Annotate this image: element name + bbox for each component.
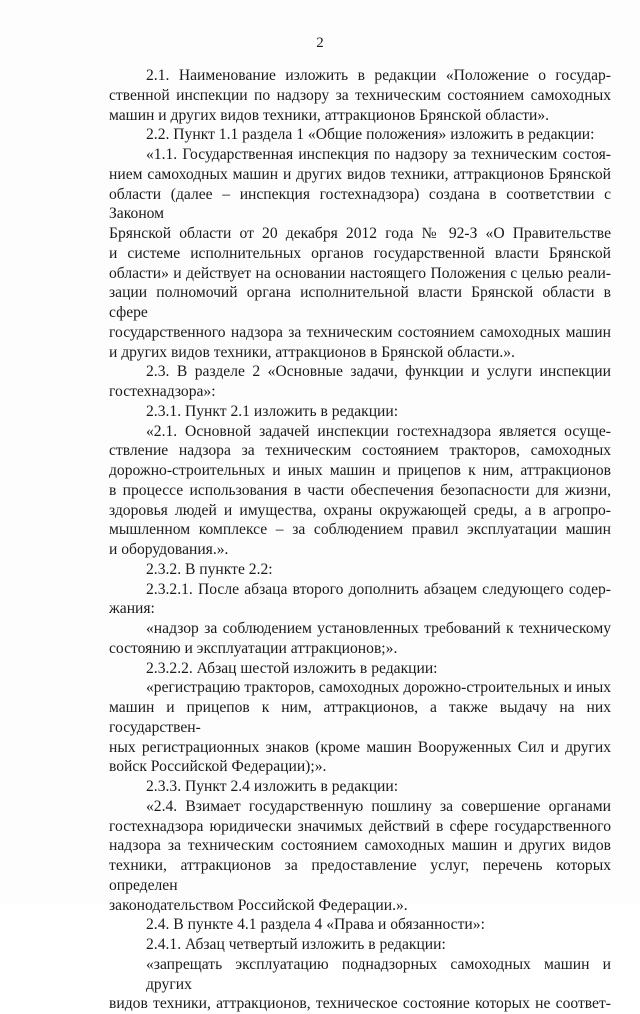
- text-line: государственного надзора за техническим состоянием самоходных машин: [109, 323, 611, 341]
- text-line: 2.3.2.1. После абзаца второго дополнить абзацем следующего содер-: [146, 580, 611, 598]
- text-line: 2.4. В пункте 4.1 раздела 4 «Права и обязанности»:: [146, 916, 485, 934]
- document-body: [109, 66, 611, 1014]
- text-line: 2.3.3. Пункт 2.4 изложить в редакции:: [146, 778, 399, 795]
- text-line: ствление надзора за техническим состоянием тракторов, самоходных: [109, 442, 611, 460]
- text-line: машин и других видов техники, аттракционов Брянской области».: [109, 106, 550, 124]
- text-line: машин и прицепов к ним, аттракционов, а также выдачу на них государствен-: [109, 699, 611, 736]
- text-line: «запрещать эксплуатацию поднадзорных самоходных машин и других: [146, 955, 611, 993]
- text-line: «надзор за соблюдением установленных требований к техническому: [146, 620, 611, 637]
- text-line: 2.3. В разделе 2 «Основные задачи, функции и услуги инспекции: [146, 363, 611, 381]
- text-line: 2.4.1. Абзац четвертый изложить в редакции:: [146, 936, 446, 953]
- text-line: здоровья людей и имущества, охраны окружающей среды, а в агропро-: [109, 501, 611, 519]
- text-line: области (далее – инспекция гостехнадзора) создана в соответствии с Законом: [109, 185, 611, 223]
- page-number: 2: [316, 35, 324, 51]
- text-line: 2.3.1. Пункт 2.1 изложить в редакции:: [146, 402, 399, 420]
- text-line: и оборудования.».: [109, 541, 229, 558]
- text-line: надзора за техническим состоянием самоходных машин и других видов: [109, 837, 611, 855]
- text-line: в процессе использования в части обеспечения безопасности для жизни,: [109, 481, 611, 499]
- text-line: и других видов техники, аттракционов в Брянской области.».: [109, 343, 515, 361]
- text-line: мышленном комплексе – за соблюдением правил эксплуатации машин: [109, 521, 611, 539]
- text-line: гостехнадзора»:: [109, 383, 216, 400]
- text-line: «2.4. Взимает государственную пошлину за совершение органами: [146, 797, 611, 815]
- text-line: ных регистрационных знаков (кроме машин Вооруженных Сил и других: [109, 738, 611, 756]
- text-line: войск Российской Федерации);».: [109, 758, 327, 776]
- text-line: Брянской области от 20 декабря 2012 года № 92-З «О Правительстве: [109, 225, 611, 242]
- text-line: 2.3.2.2. Абзац шестой изложить в редакции:: [146, 659, 438, 677]
- text-line: видов техники, аттракционов, техническое состояние которых не соответ-: [109, 995, 611, 1013]
- text-line: законодательством Российской Федерации.».: [109, 896, 408, 914]
- text-line: нием самоходных машин и других видов техники, аттракционов Брянской: [109, 165, 611, 183]
- text-line: 2.2. Пункт 1.1 раздела 1 «Общие положения» изложить в редакции:: [146, 126, 595, 144]
- text-line: области» и действует на основании настоящего Положения с целью реали-: [109, 264, 611, 282]
- text-line: 2.1. Наименование изложить в редакции «Положение о государ-: [146, 67, 611, 84]
- text-line: техники, аттракционов за предоставление услуг, перечень которых определен: [109, 857, 611, 894]
- text-line: и системе исполнительных органов государственной власти Брянской: [109, 244, 611, 262]
- text-line: гостехнадзора юридически значимых действий в сфере государственного: [109, 817, 611, 835]
- text-line: состоянию и эксплуатации аттракционов;».: [109, 639, 398, 657]
- text-line: ственной инспекции по надзору за техническим состоянием самоходных: [109, 86, 611, 104]
- text-line: «1.1. Государственная инспекция по надзору за техническим состоя-: [146, 146, 611, 163]
- text-line: жания:: [109, 600, 155, 618]
- text-line: 2.3.2. В пункте 2.2:: [146, 560, 273, 578]
- text-line: «регистрацию тракторов, самоходных дорожно-строительных и иных: [146, 679, 611, 697]
- text-line: дорожно-строительных и иных машин и прицепов к ним, аттракционов: [109, 462, 611, 479]
- text-line: зации полномочий органа исполнительной власти Брянской области в сфере: [109, 284, 611, 321]
- text-line: «2.1. Основной задачей инспекции гостехнадзора является осуще-: [146, 422, 611, 440]
